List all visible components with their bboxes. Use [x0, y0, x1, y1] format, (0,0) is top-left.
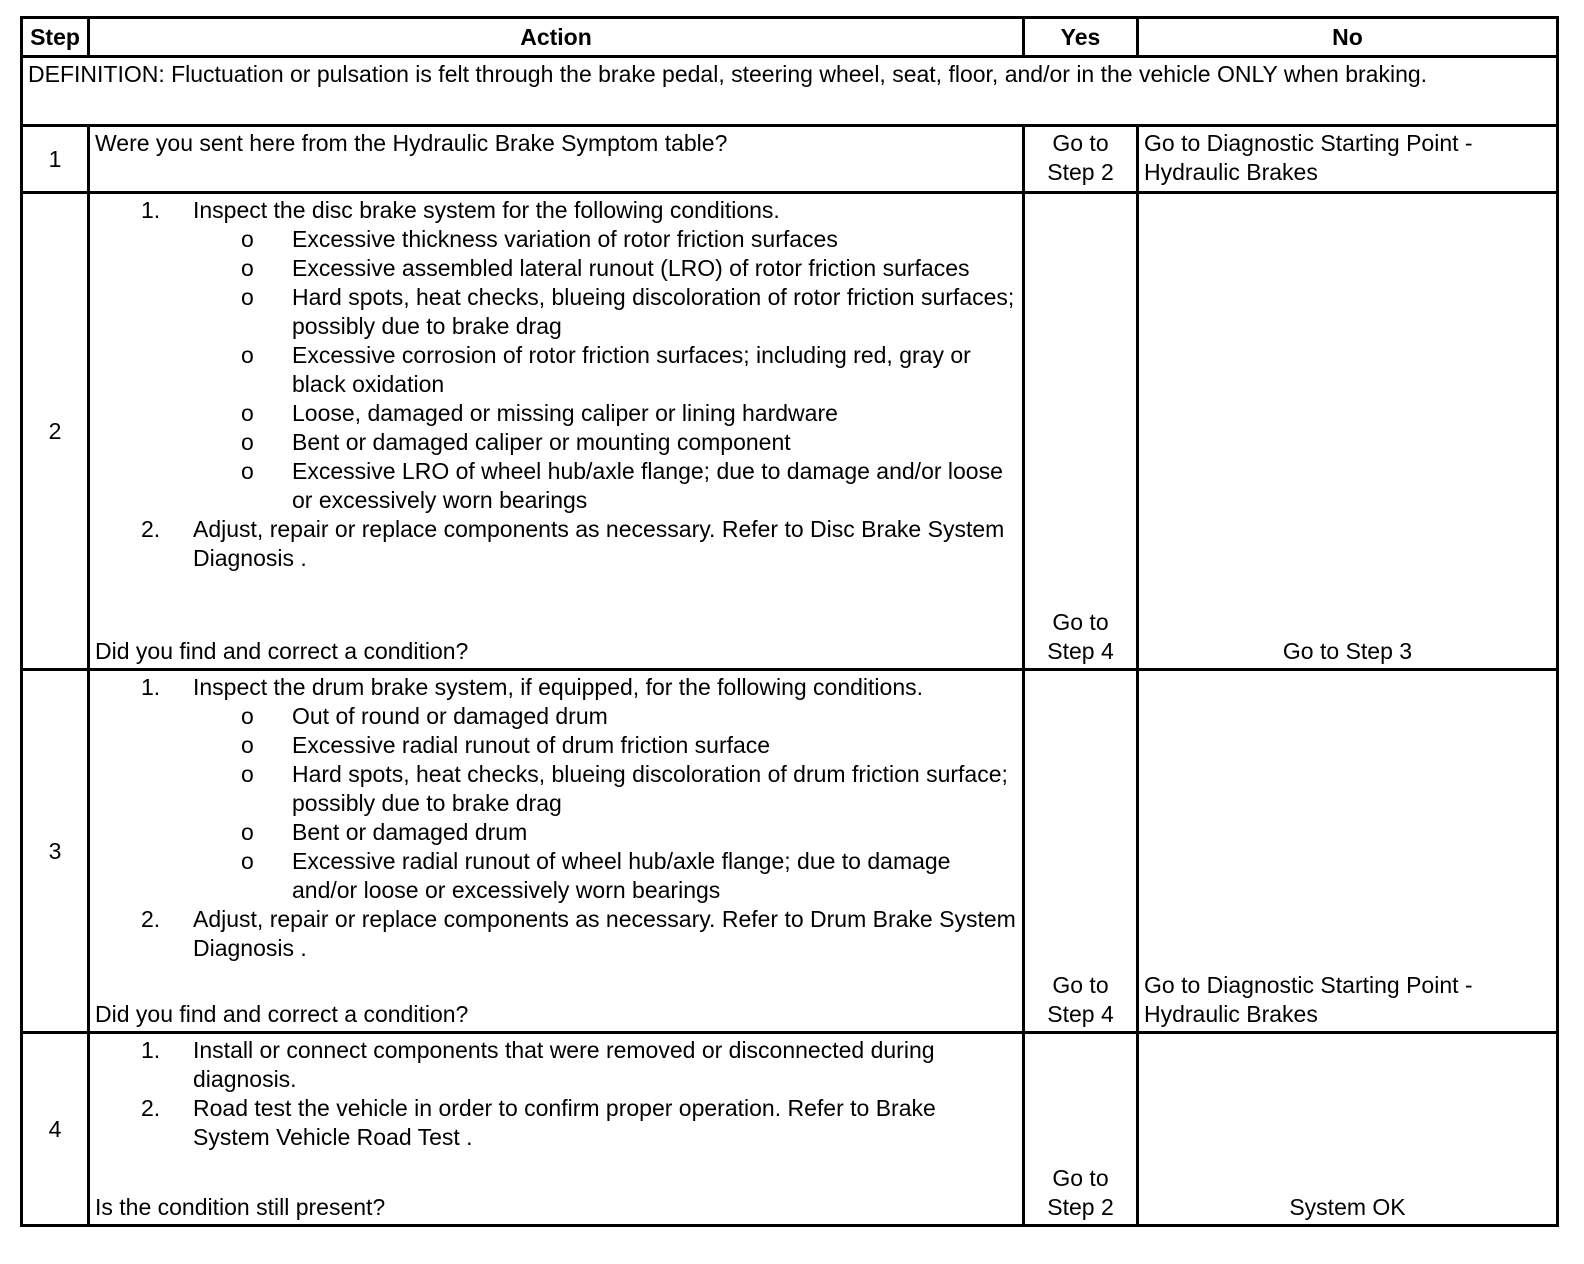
action-item [95, 905, 1017, 963]
definition-row [22, 57, 1558, 126]
bullet-icon: o [241, 761, 254, 787]
sub-item: o Excessive LRO of wheel hub/axle flange; due to damage and/or loose or excessively worn bearings [241, 458, 1003, 513]
yes-cell: Go to Step 4 [1024, 670, 1138, 1033]
action-item [95, 673, 1017, 905]
item-text: Inspect the drum brake system, if equipped, for the following conditions. [193, 674, 924, 700]
item-number: 2. [141, 516, 161, 542]
diagnostic-table [20, 16, 1559, 1227]
sub-item: o Out of round or damaged drum [241, 703, 608, 729]
no-cell: Go to Diagnostic Starting Point - Hydraulic Brakes [1138, 670, 1558, 1033]
yes-cell: Go to Step 2 [1024, 126, 1138, 193]
item-text: Adjust, repair or replace components as necessary. Refer to Disc Brake System Diagnosis . [193, 516, 1005, 571]
action-list [95, 673, 1017, 963]
bullet-icon: o [241, 848, 254, 874]
sub-list [193, 225, 1017, 515]
bullet-icon: o [241, 819, 254, 845]
bullet-icon: o [241, 703, 254, 729]
sub-item: o Hard spots, heat checks, blueing discoloration of drum friction surface; possibly due to brake drag [241, 761, 1008, 816]
bullet-icon: o [241, 284, 254, 310]
item-text: Adjust, repair or replace components as necessary. Refer to Drum Brake System Diagnosis . [193, 906, 1016, 961]
action-list [95, 196, 1017, 573]
bullet-icon: o [241, 255, 254, 281]
sub-item: o Bent or damaged drum [241, 819, 528, 845]
sub-item: o Excessive radial runout of wheel hub/axle flange; due to damage and/or loose or excessively worn bearings [241, 848, 951, 903]
item-number: 1. [141, 674, 161, 700]
action-item [95, 1094, 1017, 1152]
sub-item: o Excessive corrosion of rotor friction surfaces; including red, gray or black oxidation [241, 342, 971, 397]
bullet-icon: o [241, 226, 254, 252]
no-cell: Go to Diagnostic Starting Point - Hydraulic Brakes [1138, 126, 1558, 193]
sub-item: o Loose, damaged or missing caliper or lining hardware [241, 400, 838, 426]
sub-item: o Excessive thickness variation of rotor friction surfaces [241, 226, 838, 252]
step-question: Did you find and correct a condition? [95, 1001, 469, 1027]
bullet-icon: o [241, 429, 254, 455]
action-item [95, 196, 1017, 515]
action-item [95, 1036, 1017, 1094]
step-question: Were you sent here from the Hydraulic Brake Symptom table? [95, 130, 728, 156]
sub-item: o Bent or damaged caliper or mounting component [241, 429, 791, 455]
step-question: Is the condition still present? [95, 1194, 386, 1220]
header-row [22, 18, 1558, 57]
yes-cell: Go to Step 2 [1024, 1033, 1138, 1226]
table-row [22, 126, 1558, 193]
bullet-icon: o [241, 458, 254, 484]
item-number: 1. [141, 197, 161, 223]
action-cell [89, 670, 1024, 1033]
item-text: Inspect the disc brake system for the following conditions. [193, 197, 780, 223]
header-no: No [1138, 18, 1558, 57]
sub-item: o Hard spots, heat checks, blueing discoloration of rotor friction surfaces; possibly due to brake drag [241, 284, 1015, 339]
bullet-icon: o [241, 342, 254, 368]
item-number: 1. [141, 1037, 161, 1063]
step-number: 1 [22, 126, 89, 193]
item-number: 2. [141, 906, 161, 932]
item-text: Road test the vehicle in order to confirm proper operation. Refer to Brake System Vehicle Road Test . [193, 1095, 936, 1150]
table-row [22, 1033, 1558, 1226]
definition-text: DEFINITION: Fluctuation or pulsation is felt through the brake pedal, steering wheel, seat, floor, and/or in the vehicle ONLY when braking. [22, 57, 1558, 126]
item-text: Install or connect components that were removed or disconnected during diagnosis. [193, 1037, 935, 1092]
bullet-icon: o [241, 400, 254, 426]
sub-item: o Excessive radial runout of drum friction surface [241, 732, 771, 758]
bullet-icon: o [241, 732, 254, 758]
step-question: Did you find and correct a condition? [95, 638, 469, 664]
step-number: 3 [22, 670, 89, 1033]
header-yes: Yes [1024, 18, 1138, 57]
action-cell [89, 126, 1024, 193]
header-step: Step [22, 18, 89, 57]
sub-item: o Excessive assembled lateral runout (LRO) of rotor friction surfaces [241, 255, 970, 281]
action-list [95, 1036, 1017, 1152]
table-row [22, 670, 1558, 1033]
action-cell [89, 193, 1024, 670]
item-number: 2. [141, 1095, 161, 1121]
action-item [95, 515, 1017, 573]
step-number: 4 [22, 1033, 89, 1226]
table-row [22, 193, 1558, 670]
step-number: 2 [22, 193, 89, 670]
no-cell: Go to Step 3 [1138, 193, 1558, 670]
sub-list [193, 702, 1017, 905]
header-action: Action [89, 18, 1024, 57]
action-cell [89, 1033, 1024, 1226]
yes-cell: Go to Step 4 [1024, 193, 1138, 670]
no-cell: System OK [1138, 1033, 1558, 1226]
